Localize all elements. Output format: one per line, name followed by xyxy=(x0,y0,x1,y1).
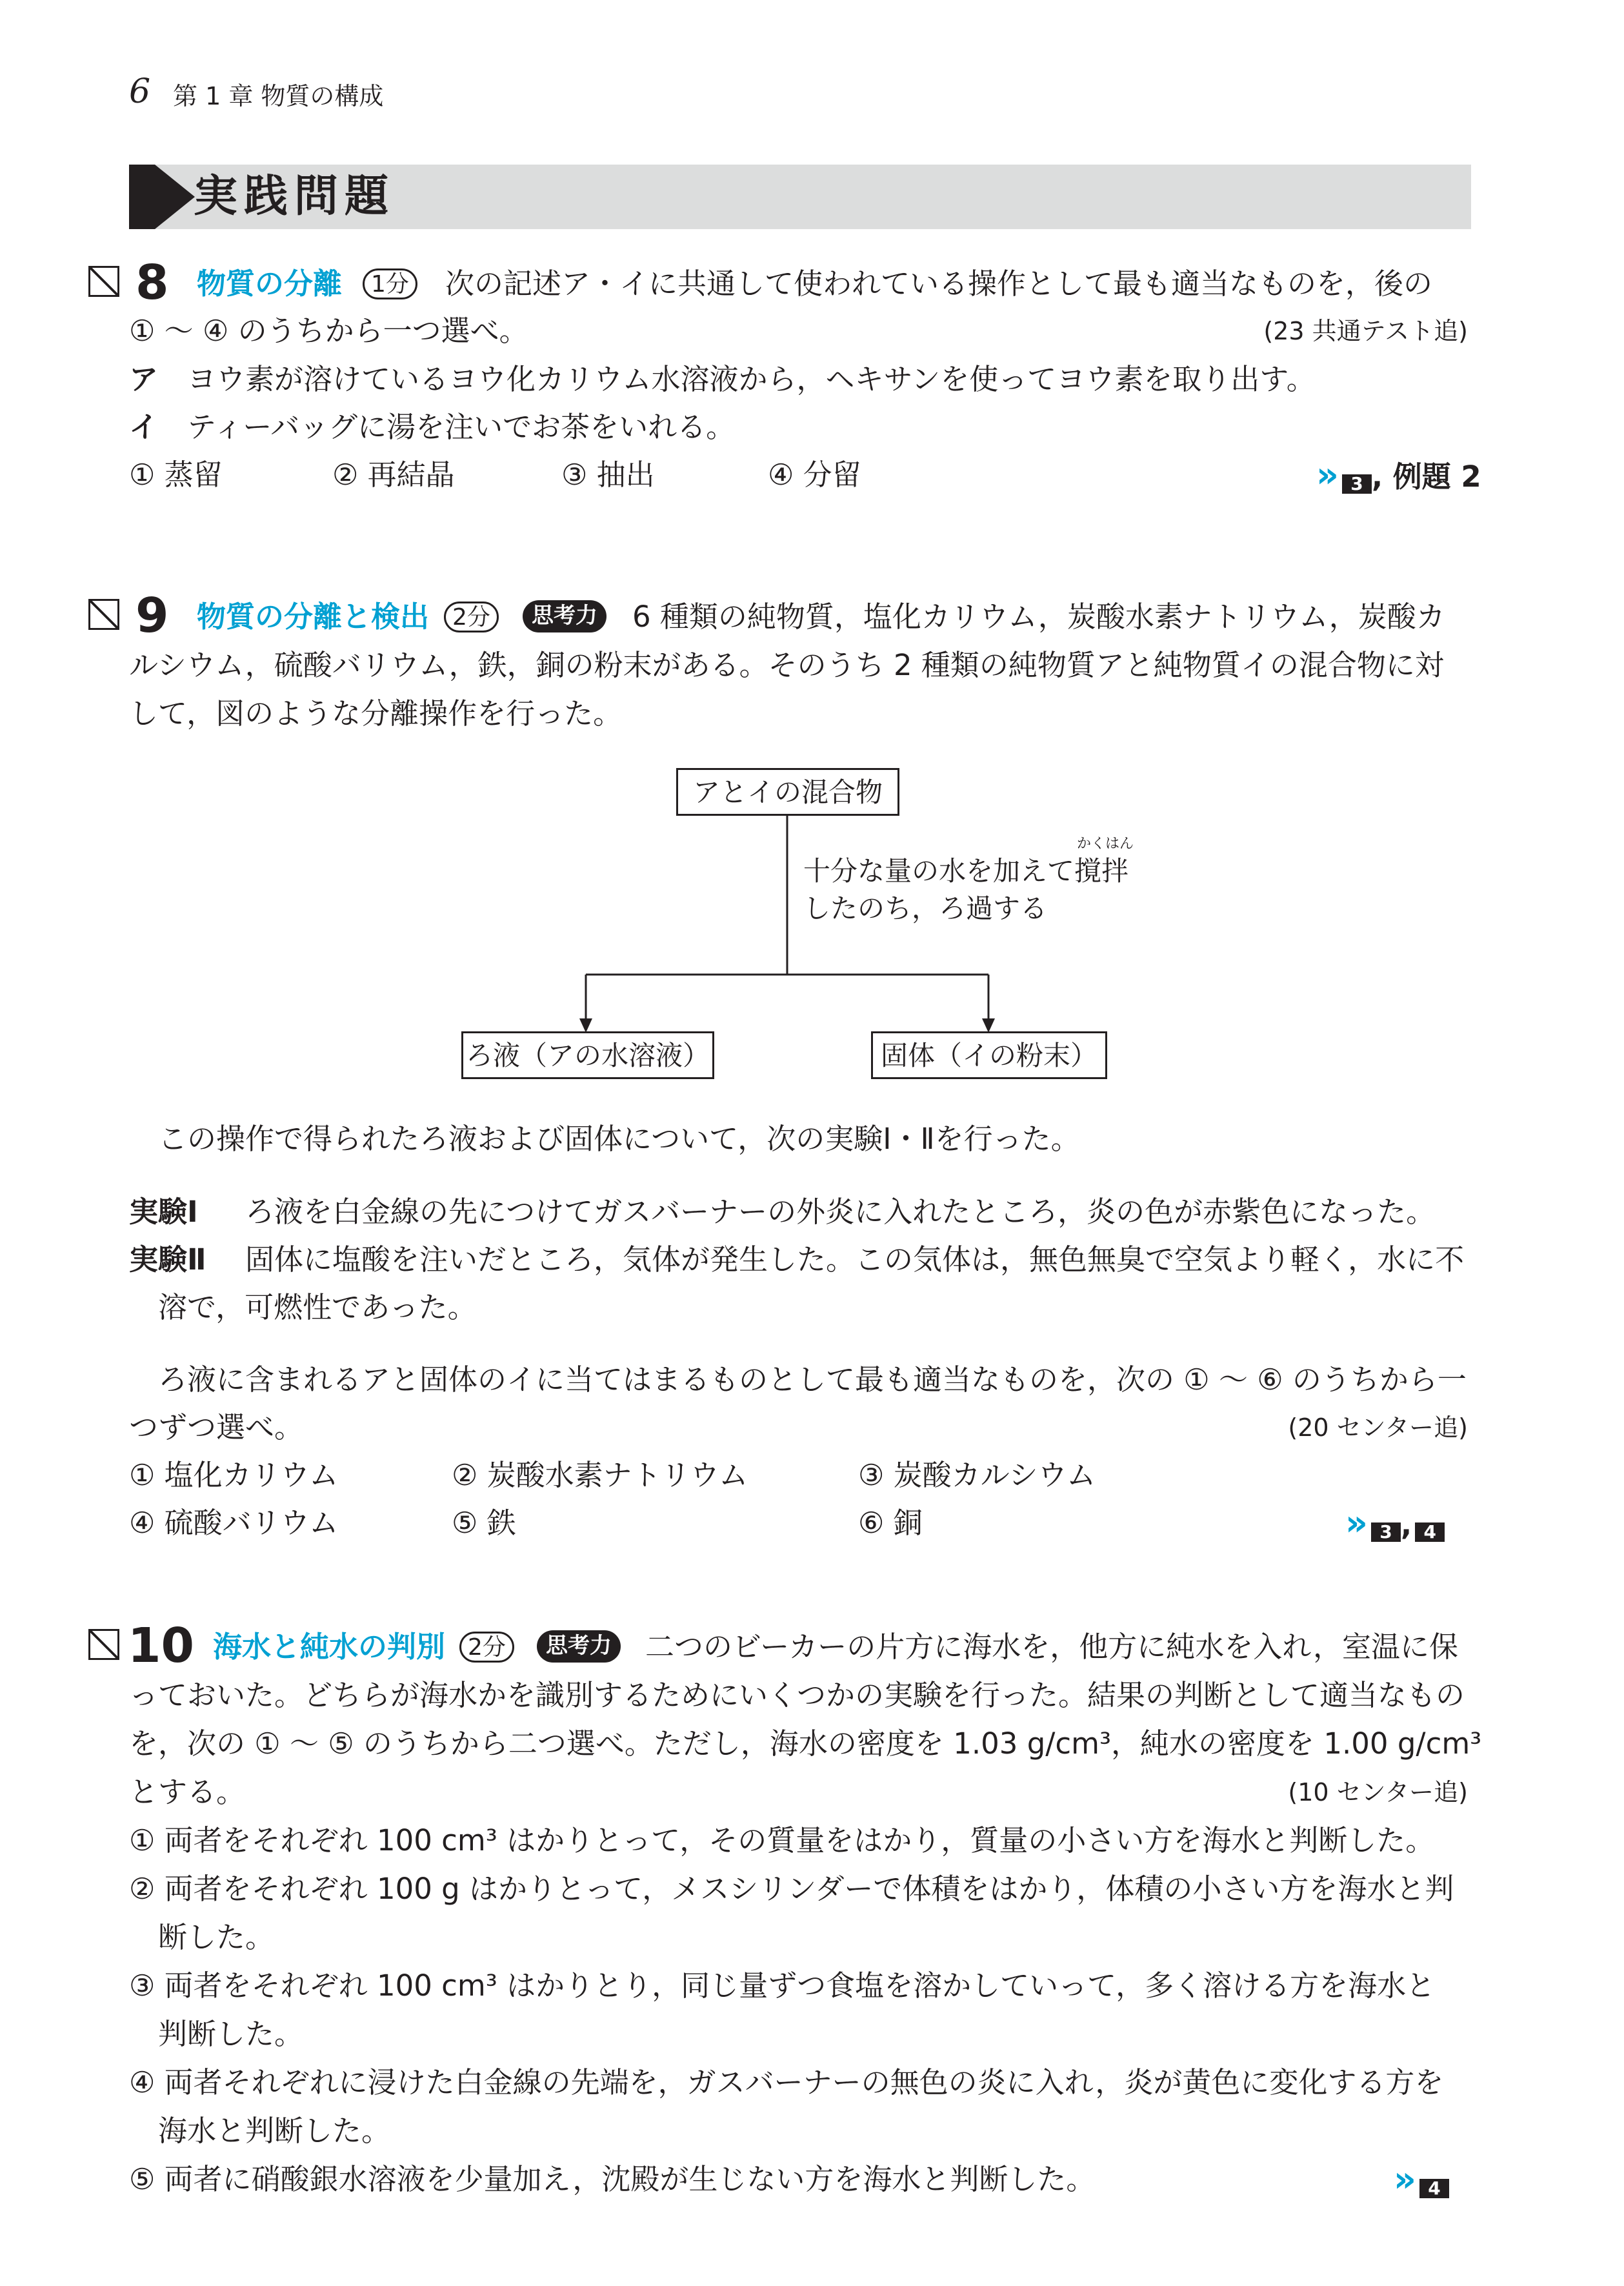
question-number: 9 xyxy=(135,588,169,643)
section-arrow-icon xyxy=(129,165,155,229)
ref-text: , 例題 2 xyxy=(1371,460,1481,494)
experiment-label: 実験Ⅰ xyxy=(129,1195,198,1229)
mixture-box: アとイの混合物 xyxy=(676,768,899,816)
answer-choice[interactable]: ① 塩化カリウム xyxy=(129,1458,339,1492)
ruby-text: かくはん xyxy=(1077,836,1134,852)
page-number: 6 xyxy=(129,72,151,111)
chevron-right-icon: » xyxy=(1316,454,1339,495)
answer-choice-cont: 判断した。 xyxy=(158,2017,304,2051)
reference: » 3 , 4 xyxy=(1345,1499,1445,1550)
question-title: 海水と純水の判別 xyxy=(213,1630,446,1664)
answer-choice[interactable]: ③ 両者をそれぞれ 100 cm³ はかりとり，同じ量ずつ食塩を溶かしていって，多く溶ける方を海水と xyxy=(129,1968,1436,2003)
section-title: 実践問題 xyxy=(194,171,396,222)
arrow-down-icon xyxy=(579,1018,592,1033)
checkbox-q9[interactable] xyxy=(88,599,119,630)
experiment-label: 実験Ⅱ xyxy=(129,1242,206,1277)
points-badge: 1分 xyxy=(363,268,417,299)
answer-choice[interactable]: ① 蒸留 xyxy=(129,458,223,492)
answer-choice[interactable]: ⑤ 鉄 xyxy=(452,1506,516,1540)
thinking-badge: 思考力 xyxy=(523,600,606,632)
question-prompt-cont: して，図のような分離操作を行った。 xyxy=(129,696,623,731)
source-note: (23 共通テスト追) xyxy=(1263,317,1468,345)
ref-box: 3 xyxy=(1371,1522,1401,1542)
section-banner xyxy=(129,165,1471,229)
answer-choice[interactable]: ⑤ 両者に硝酸銀水溶液を少量加え，沈殿が生じない方を海水と判断した。 xyxy=(129,2162,1096,2196)
answer-choice-cont: 海水と判断した。 xyxy=(158,2114,391,2148)
answer-choice[interactable]: ③ 炭酸カルシウム xyxy=(858,1458,1096,1492)
source-note: (20 センター追) xyxy=(1288,1413,1468,1442)
statement-text: ヨウ素が溶けているヨウ化カリウム水溶液から，ヘキサンを使ってヨウ素を取り出す。 xyxy=(187,362,1316,396)
question-ask-cont: つずつ選べ。 xyxy=(129,1410,304,1444)
answer-choice[interactable]: ④ 硫酸バリウム xyxy=(129,1506,339,1540)
solid-box: 固体（イの粉末） xyxy=(871,1031,1107,1079)
question-prompt-cont: とする。 xyxy=(129,1775,246,1809)
ref-box: 4 xyxy=(1419,2179,1449,2198)
separation-diagram xyxy=(452,762,1161,1097)
answer-choice[interactable]: ① 両者をそれぞれ 100 cm³ はかりとって，その質量をはかり，質量の小さい方を海水と判断した。 xyxy=(129,1823,1435,1857)
checkbox-q10[interactable] xyxy=(88,1629,119,1660)
checkbox-q8[interactable] xyxy=(88,266,119,297)
question-ask: ろ液に含まれるアと固体のイに当てはまるものとして最も適当なものを，次の ① ～ ⑥ のうちから一 xyxy=(158,1362,1467,1397)
arrow-down-icon xyxy=(982,1018,995,1033)
ref-box: 3 xyxy=(1342,474,1372,494)
statement-label: イ xyxy=(129,410,159,444)
question-prompt-cont: ① ～ ④ のうちから一つ選べ。 xyxy=(129,314,528,348)
ruby-base: 撹拌 xyxy=(1074,855,1129,887)
question-prompt: 6 種類の純物質，塩化カリウム，炭酸水素ナトリウム，炭酸カ xyxy=(632,600,1445,634)
question-number: 10 xyxy=(128,1618,194,1674)
statement-text: ティーバッグに湯を注いでお茶をいれる。 xyxy=(187,410,736,444)
answer-choice[interactable]: ② 炭酸水素ナトリウム xyxy=(452,1458,748,1492)
step-label-cont: したのち，ろ過する xyxy=(803,893,1048,924)
answer-choice[interactable]: ④ 両者それぞれに浸けた白金線の先端を，ガスバーナーの無色の炎に入れ，炎が黄色に変化する方を xyxy=(129,2065,1444,2099)
statement-label: ア xyxy=(129,362,159,396)
thinking-badge: 思考力 xyxy=(537,1630,621,1663)
question-number: 8 xyxy=(135,255,169,310)
experiment-text-cont: 溶で，可燃性であった。 xyxy=(158,1290,477,1324)
answer-choice[interactable]: ⑥ 銅 xyxy=(858,1506,923,1540)
points-badge: 2分 xyxy=(459,1632,514,1663)
chevron-right-icon: » xyxy=(1345,1502,1368,1543)
answer-choice[interactable]: ② 両者をそれぞれ 100 g はかりとって，メスシリンダーで体積をはかり，体積の小さい方を海水と判 xyxy=(129,1872,1454,1906)
question-prompt-cont: っておいた。どちらが海水かを識別するためにいくつかの実験を行った。結果の判断として適当なもの xyxy=(129,1678,1465,1712)
experiment-text: 固体に塩酸を注いだところ，気体が発生した。この気体は，無色無臭で空気より軽く，水に不 xyxy=(245,1242,1465,1277)
ref-box: 4 xyxy=(1415,1522,1445,1542)
step-label: 十分な量の水を加えて かくはん 撹拌 xyxy=(803,836,1134,887)
question-prompt: 次の記述ア・イに共通して使われている操作として最も適当なものを，後の xyxy=(445,267,1433,301)
question-title: 物質の分離 xyxy=(197,267,343,301)
chapter-title: 第 1 章 物質の構成 xyxy=(173,82,384,110)
question-prompt-cont: を，次の ① ～ ⑤ のうちから二つ選べ。ただし，海水の密度を 1.03 g/cm³，純水の密度を 1.00 g/cm³ xyxy=(129,1726,1482,1761)
source-note: (10 センター追) xyxy=(1288,1778,1468,1806)
chevron-right-icon: » xyxy=(1394,2159,1416,2200)
answer-choice[interactable]: ③ 抽出 xyxy=(561,458,655,492)
points-badge: 2分 xyxy=(444,602,499,632)
question-title: 物質の分離と検出 xyxy=(197,600,430,634)
question-prompt: 二つのビーカーの片方に海水を，他方に純水を入れ，室温に保 xyxy=(645,1630,1459,1664)
answer-choice[interactable]: ④ 分留 xyxy=(768,458,861,492)
question-prompt-cont: ルシウム，硫酸バリウム，鉄，銅の粉末がある。そのうち 2 種類の純物質アと純物質イの混合物に対 xyxy=(129,648,1444,682)
filtrate-box: ろ液（アの水溶液） xyxy=(461,1031,714,1079)
reference xyxy=(1394,2155,1449,2204)
answer-choice[interactable]: ② 再結晶 xyxy=(332,458,455,492)
operation-text: この操作で得られたろ液および固体について，次の実験Ⅰ・Ⅱを行った。 xyxy=(158,1122,1080,1156)
answer-choice-cont: 断した。 xyxy=(158,1920,275,1954)
experiment-text: ろ液を白金線の先につけてガスバーナーの外炎に入れたところ，炎の色が赤紫色になった。 xyxy=(245,1195,1436,1229)
reference xyxy=(1316,450,1481,501)
